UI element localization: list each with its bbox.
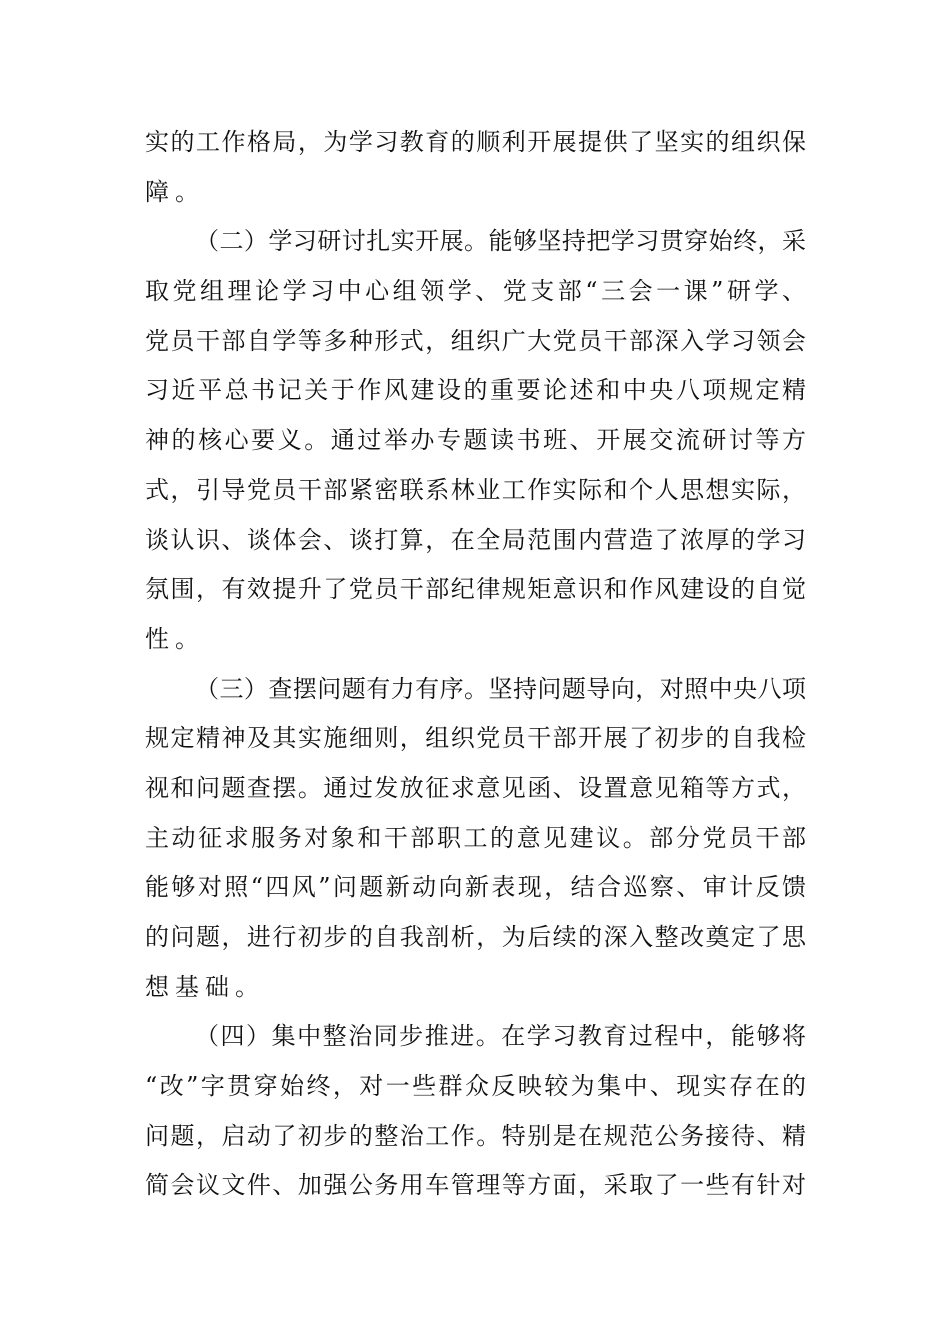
text-line: “改”字贯穿始终，对一些群众反映较为集中、现实存在的 — [145, 1072, 806, 1101]
text-line: 的问题，进行初步的自我剖析，为后续的深入整改奠定了思 — [145, 923, 806, 951]
text-line: 谈认识、谈体会、谈打算，在全局范围内营造了浓厚的学习 — [145, 525, 806, 554]
text-line: 简会议文件、加强公务用车管理等方面，采取了一些有针对 — [145, 1171, 806, 1200]
text-line: 视和问题查摆。通过发放征求意见函、设置意见箱等方式， — [145, 773, 806, 802]
text-line: 实的工作格局，为学习教育的顺利开展提供了坚实的组织保 — [145, 128, 806, 156]
text-line: 党员干部自学等多种形式，组织广大党员干部深入学习领会 — [145, 326, 806, 355]
text-line: 能够对照“四风”问题新动向新表现，结合巡察、审计反馈 — [145, 873, 806, 902]
document-body — [145, 118, 806, 1211]
text-line: 想基础。 — [145, 972, 265, 1001]
text-line: 氛围，有效提升了党员干部纪律规矩意识和作风建设的自觉 — [145, 575, 806, 604]
text-line: 式，引导党员干部紧密联系林业工作实际和个人思想实际， — [145, 475, 806, 504]
paragraph-first-line: （四）集中整治同步推进。在学习教育过程中，能够将 — [195, 1022, 806, 1051]
paragraph-first-line: （二）学习研讨扎实开展。能够坚持把学习贯穿始终，采 — [195, 227, 806, 256]
text-line: 取党组理论学习中心组领学、党支部“三会一课”研学、 — [145, 277, 806, 306]
text-line: 习近平总书记关于作风建设的重要论述和中央八项规定精 — [145, 376, 806, 405]
text-line: 神的核心要义。通过举办专题读书班、开展交流研讨等方 — [145, 426, 806, 455]
text-line: 问题，启动了初步的整治工作。特别是在规范公务接待、精 — [145, 1121, 806, 1150]
paragraph-first-line: （三）查摆问题有力有序。坚持问题导向，对照中央八项 — [195, 674, 806, 703]
text-line: 主动征求服务对象和干部职工的意见建议。部分党员干部 — [145, 823, 806, 852]
text-line: 性。 — [145, 624, 205, 653]
text-line: 规定精神及其实施细则，组织党员干部开展了初步的自我检 — [145, 724, 806, 753]
text-line: 障。 — [145, 177, 205, 206]
